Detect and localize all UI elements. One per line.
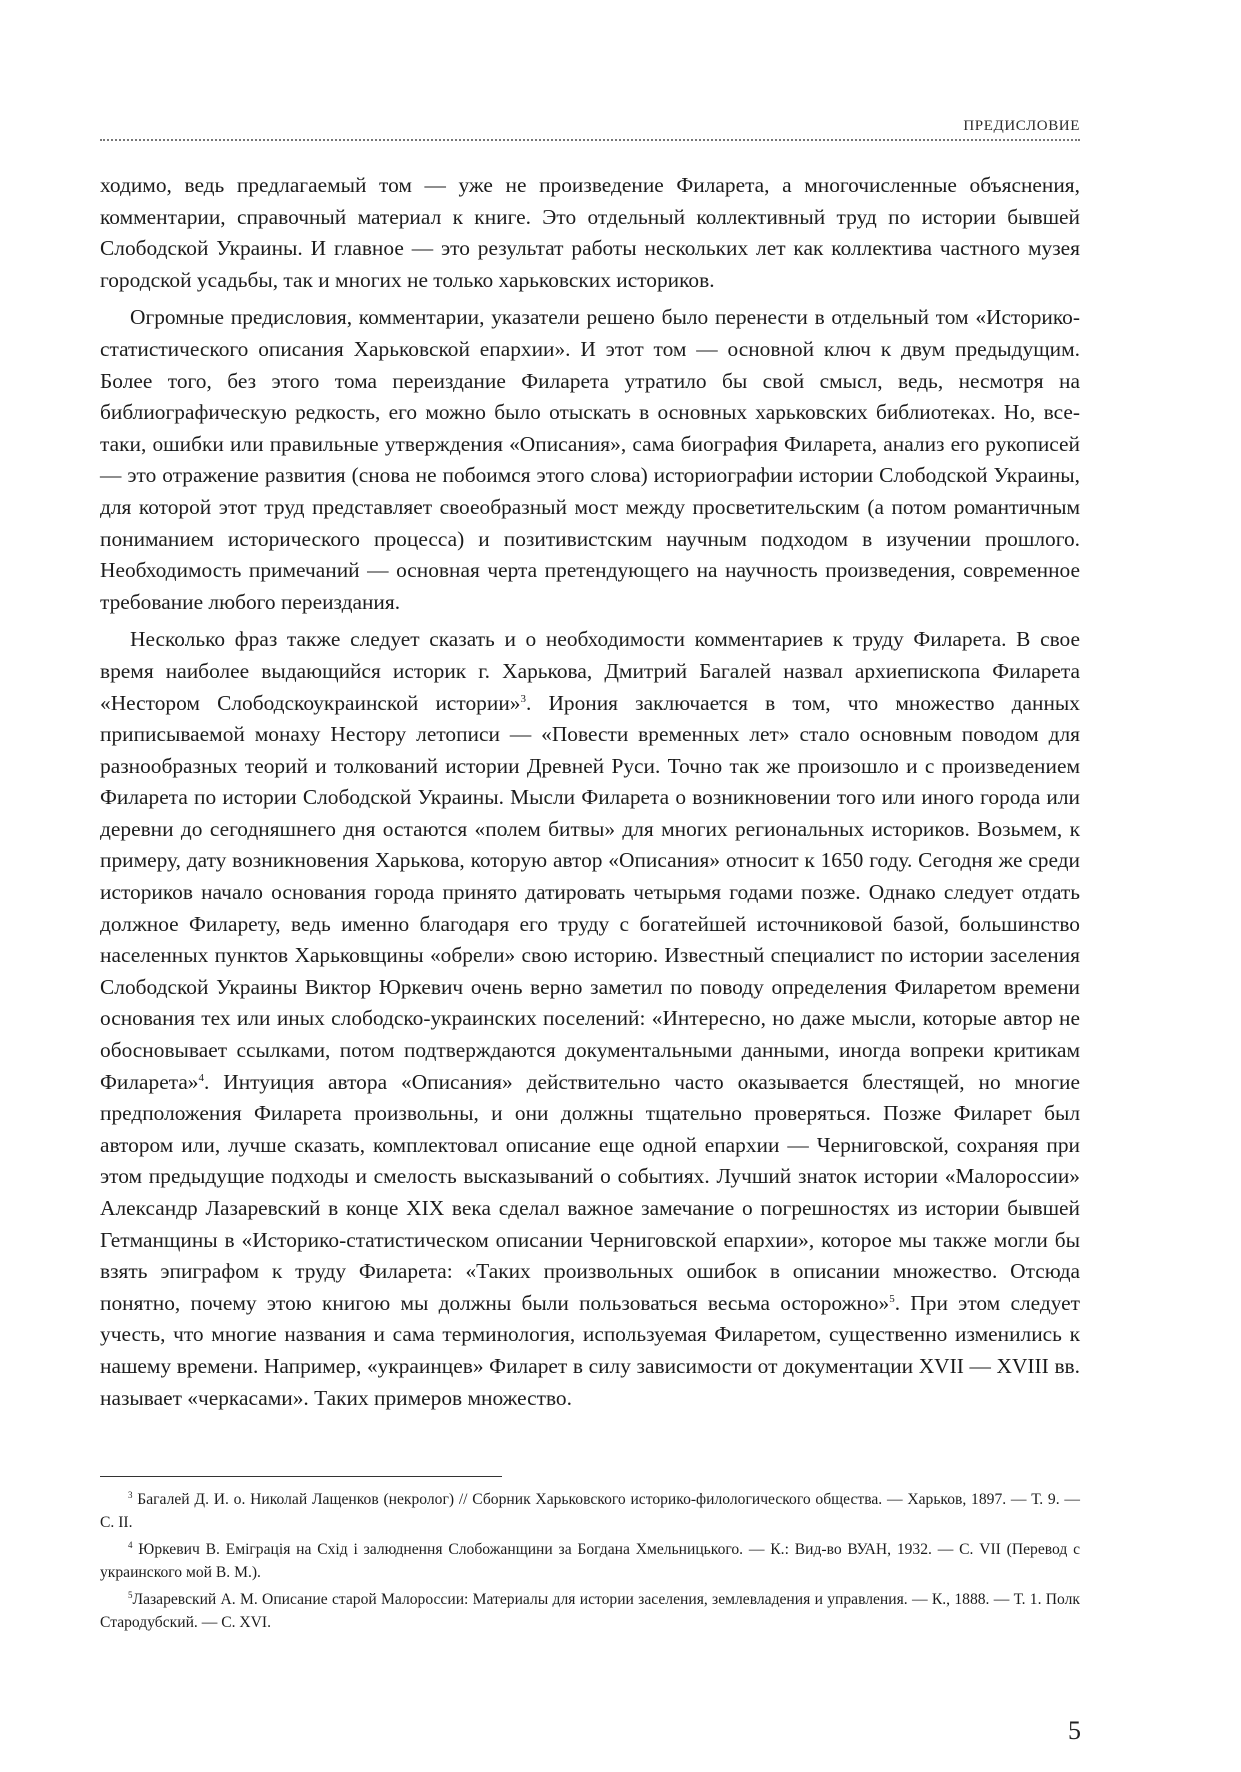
paragraph-3 (100, 624, 1080, 1414)
footnote-text: Юркевич В. Еміграція на Схід і залюднення Слобожанщини за Богдана Хмельницького. — К.: Вид-во ВУАН, 1932. — С. VII (Перевод с украинского мой В. М.). (100, 1541, 1080, 1581)
footnote-number: 3 (128, 1489, 133, 1500)
footnote-text: Багалей Д. И. о. Николай Лащенков (некролог) // Сборник Харьковского историко-филологического общества. — Харьков, 1897. — Т. 9. — С. II. (100, 1491, 1080, 1531)
footnote-ref-4[interactable]: 4 (198, 1071, 205, 1084)
page-number: 5 (1068, 1716, 1081, 1745)
footnote-number: 5 (128, 1589, 133, 1600)
running-header (100, 118, 1080, 141)
footnote-text: Лазаревский А. М. Описание старой Малороссии: Материалы для истории заселения, землевладения и управления. — К., 1888. — Т. 1. Полк Стародубский. — С. XVI. (100, 1591, 1080, 1631)
footnote-4 (100, 1538, 1080, 1584)
section-title: ПРЕДИСЛОВИЕ (963, 118, 1080, 134)
footnotes (100, 1488, 1080, 1638)
header-dotted-rule (100, 139, 1080, 141)
main-text (100, 170, 1080, 1420)
paragraph-3-part-a: Несколько фраз также следует сказать и о необходимости комментариев к труду Филарета. В свое время наиболее выдающийся историк г. Харькова, Дмитрий Багалей назвал архиепископа Филарета «Нестором Слободскоукраинской истории» (100, 627, 1080, 715)
paragraph-3-part-b: . Ирония заключается в том, что множество данных приписываемой монаху Нестору летописи — «Повести временных лет» стало основным поводом для разнообразных теорий и толкований истории Древней Руси. Точно так же произошло и с произведением Филарета по истории Слободской Украины. Мысли Филарета о возникновении того или иного города или деревни до сегодняшнего дня остаются «полем битвы» для многих региональных историков. Возьмем, к примеру, дату возникновения Харькова, которую автор «Описания» относит к 1650 году. Сегодня же среди историков начало основания города принято датировать четырьмя годами позже. Однако следует отдать должное Филарету, ведь именно благодаря его труду с богатейшей источниковой базой, большинство населенных пунктов Харьковщины «обрели» свою историю. Известный специалист по истории заселения Слободской Украины Виктор Юркевич очень верно заметил по поводу определения Филаретом времени основания тех или иных слободско-украинских поселений: «Интересно, но даже мысли, которые автор не обосновывает ссылками, потом подтверждаются документальными данными, иногда вопреки критикам Филарета» (100, 690, 1081, 1094)
paragraph-3-part-d: . При этом следует учесть, что многие названия и сама терминология, используемая Филаретом, существенно изменились к нашему времени. Например, «украинцев» Филарет в силу зависимости от документации XVII — XVIII вв. называет «черкасами». Таких примеров множество. (100, 1290, 1080, 1410)
footnote-5 (100, 1588, 1080, 1634)
footnote-ref-3[interactable]: 3 (520, 692, 526, 705)
footnote-number: 4 (128, 1539, 133, 1550)
footnote-3 (100, 1488, 1080, 1534)
paragraph-1: ходимо, ведь предлагаемый том — уже не произведение Филарета, а многочисленные объяснения, комментарии, справочный материал к книге. Это отдельный коллективный труд по истории бывшей Слободской Украины. И главное — это результат работы нескольких лет как коллектива частного музея городской усадьбы, так и многих не только харьковских историков. (100, 173, 1080, 292)
footnote-ref-5[interactable]: 5 (889, 1292, 895, 1305)
paragraph-3-part-c: . Интуиция автора «Описания» действительно часто оказывается блестящей, но многие предположения Филарета произвольны, и они должны тщательно проверяться. Позже Филарет был автором или, лучше сказать, комплектовал описание еще одной епархии — Черниговской, сохраняя при этом предыдущие подходы и смелость высказываний о событиях. Лучший знаток истории «Малороссии» Александр Лазаревский в конце XIX века сделал важное замечание о погрешностях из истории бывшей Гетманщины в «Историко-статистическом описании Черниговской епархии», которое мы также могли бы взять эпиграфом к труду Филарета: «Таких произвольных ошибок в описании множество. Отсюда понятно, почему этою книгою мы должны были пользоваться весьма осторожно» (100, 1069, 1080, 1315)
paragraph-2: Огромные предисловия, комментарии, указатели решено было перенести в отдельный том «Историко-статистического описания Харьковской епархии». И этот том — основной ключ к двум предыдущим. Более того, без этого тома переиздание Филарета утратило бы свой смысл, ведь, несмотря на библиографическую редкость, его можно было отыскать в основных харьковских библиотеках. Но, все-таки, ошибки или правильные утверждения «Описания», сама биография Филарета, анализ его рукописей — это отражение развития (снова не побоимся этого слова) историографии истории Слободской Украины, для которой этот труд представляет своеобразный мост между просветительским (а потом романтичным пониманием исторического процесса) и позитивистским научным подходом в изучении прошлого. Необходимость примечаний — основная черта претендующего на научность произведения, современное требование любого переиздания. (100, 305, 1080, 614)
footnote-separator (100, 1476, 502, 1477)
